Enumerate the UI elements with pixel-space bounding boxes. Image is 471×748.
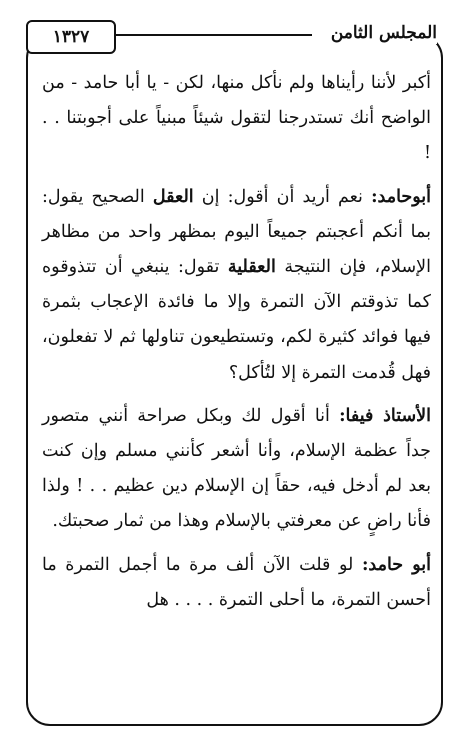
paragraph-2-text-1: نعم أريد أن أقول: إن [193,186,372,207]
speaker-label: الأستاذ فيفا: [339,405,431,426]
chapter-running-head: المجلس الثامن [323,22,437,44]
paragraph-4-text: لو قلت الآن ألف مرة ما أجمل التمرة ما أحسن التمرة، ما أحلى التمرة . . . . هل [42,554,431,610]
paragraph-3 [42,399,431,540]
body-text [42,66,431,618]
speaker-label: أبو حامد: [361,554,431,575]
speaker-label: أبوحامد: [371,186,432,207]
page-number: ١٣٢٧ [26,20,116,54]
paragraph-2-text-3: تقول: ينبغي أن تتذوقوه كما تذوقتم الآن التمرة وإلا ما فائدة الإعجاب بثمرة فيها فوائد كثيرة لكم، وتستطيعون تناولها ثم لا تفعلون، فهل قُدمت التمرة إلا لتُأكل؟ [42,257,431,383]
paragraph-2-text-2: الصحيح يقول: بما أنكم أعجبتم جميعاً اليوم بمظهر واحد من مظاهر الإسلام، فإن النتيجة [42,186,431,278]
paragraph-1-text: أكبر لأننا رأيناها ولم نأكل منها، لكن - يا أبا حامد - من الواضح أنك تستدرجنا لتقول شيئاً مبنياً على أجوبتنا . . ! [42,73,431,164]
paragraph-4 [42,548,431,618]
page-header [20,18,451,58]
paragraph-2 [42,180,431,391]
paragraph-3-text: أنا أقول لك وبكل صراحة أنني متصور جداً عظمة الإسلام، وأنا أشعر كأنني مسلم وإن كنت بعد لم أدخل فيه، حقاً إن الإسلام دين عظيم . . ! ولذا فأنا راضٍ عن معرفتي بالإسلام وهذا من ثمار صحبتك. [42,405,431,532]
paragraph-1 [42,66,431,172]
emphasis-word: العقل [152,186,194,207]
emphasis-word: العقلية [227,257,276,278]
